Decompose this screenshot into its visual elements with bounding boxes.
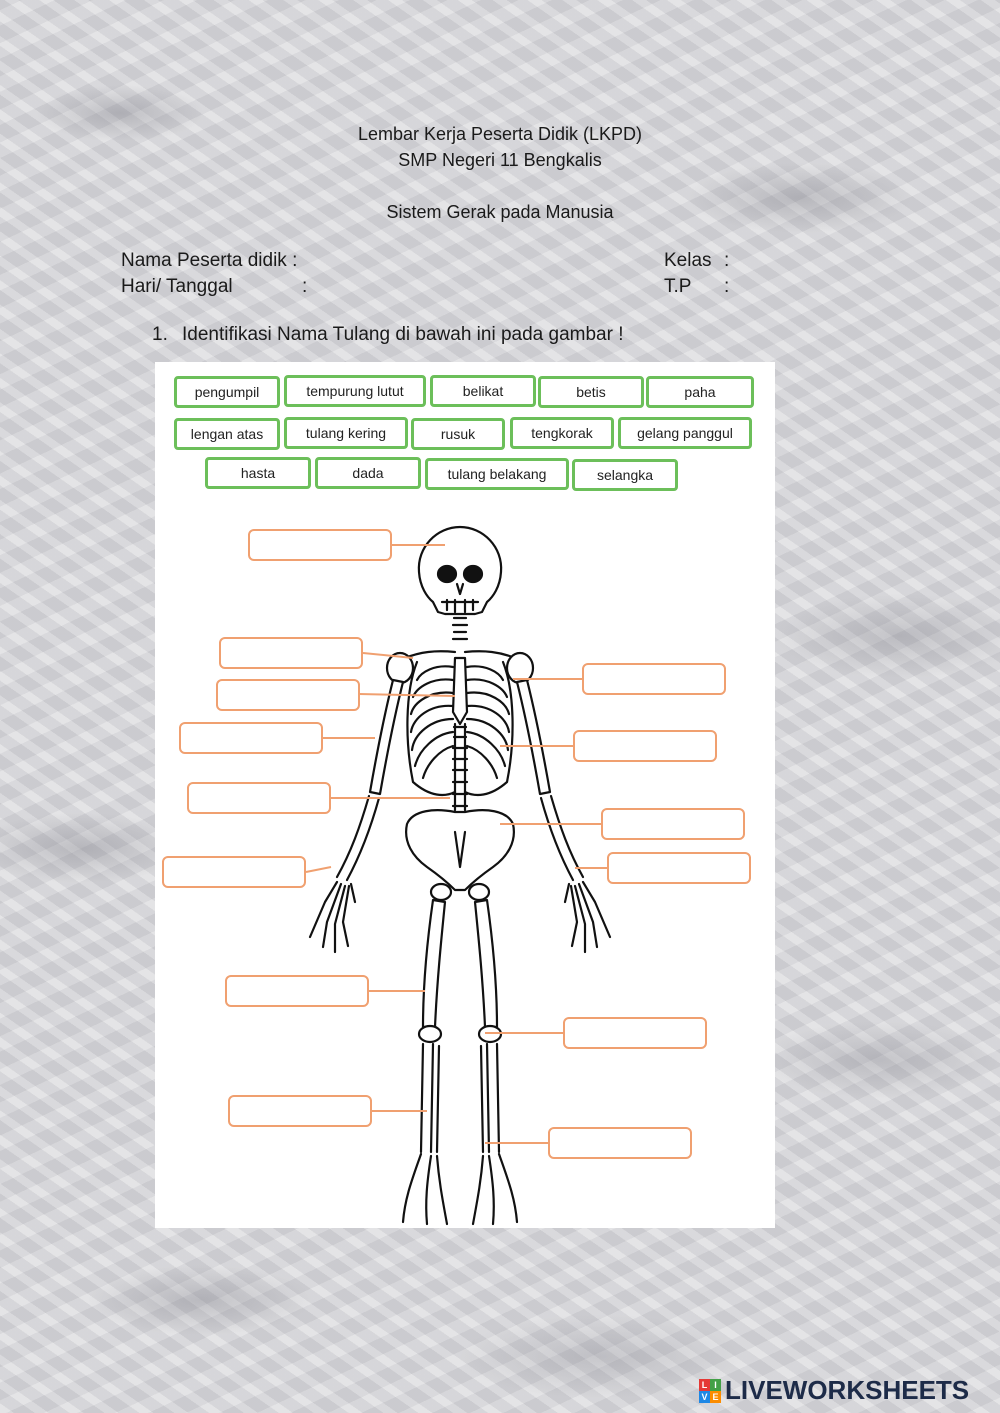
answer-box-pelvis[interactable]: [601, 808, 745, 840]
word-chip[interactable]: rusuk: [411, 418, 505, 450]
word-chip[interactable]: tempurung lutut: [284, 375, 426, 407]
class-colon: :: [724, 250, 730, 271]
word-chip[interactable]: betis: [538, 376, 644, 408]
answer-box-sternum[interactable]: [216, 679, 360, 711]
word-chip[interactable]: selangka: [572, 459, 678, 491]
date-colon: :: [302, 276, 308, 297]
word-chip[interactable]: hasta: [205, 457, 311, 489]
word-chip[interactable]: pengumpil: [174, 376, 280, 408]
answer-box-ribs[interactable]: [573, 730, 717, 762]
word-chip[interactable]: paha: [646, 376, 754, 408]
logo-icon: L I V E: [699, 1379, 721, 1403]
topic-title: Sistem Gerak pada Manusia: [386, 202, 614, 222]
class-label: Kelas: [664, 250, 712, 271]
word-chip[interactable]: lengan atas: [174, 418, 280, 450]
date-label: Hari/ Tanggal: [121, 276, 233, 297]
word-chip[interactable]: tulang kering: [284, 417, 408, 449]
word-chip[interactable]: dada: [315, 457, 421, 489]
answer-box-ulna[interactable]: [162, 856, 306, 888]
question-number: 1.: [152, 324, 168, 345]
worksheet-title: Lembar Kerja Peserta Didik (LKPD): [357, 124, 643, 144]
question-text: Identifikasi Nama Tulang di bawah ini pada gambar !: [182, 324, 624, 345]
word-chip[interactable]: tulang belakang: [425, 458, 569, 490]
school-year-colon: :: [724, 276, 730, 297]
answer-box-radius[interactable]: [607, 852, 751, 884]
answer-box-spine[interactable]: [187, 782, 331, 814]
question-1: [152, 324, 623, 346]
answer-box-skull[interactable]: [248, 529, 392, 561]
logo-text: LIVEWORKSHEETS: [725, 1375, 970, 1405]
answer-box-fibula[interactable]: [228, 1095, 372, 1127]
answer-box-patella[interactable]: [563, 1017, 707, 1049]
school-name: SMP Negeri 11 Bengkalis: [398, 150, 602, 170]
student-name-label: Nama Peserta didik :: [121, 250, 298, 271]
answer-box-scapula[interactable]: [582, 663, 726, 695]
word-chip[interactable]: gelang panggul: [618, 417, 752, 449]
school-year-label: T.P: [664, 276, 692, 297]
word-chip[interactable]: tengkorak: [510, 417, 614, 449]
answer-box-clavicle[interactable]: [219, 637, 363, 669]
answer-box-femur[interactable]: [225, 975, 369, 1007]
skeleton-panel: [155, 362, 775, 1228]
word-chip[interactable]: belikat: [430, 375, 536, 407]
answer-box-humerus[interactable]: [179, 722, 323, 754]
answer-box-tibia[interactable]: [548, 1127, 692, 1159]
liveworksheets-logo: [699, 1375, 969, 1406]
